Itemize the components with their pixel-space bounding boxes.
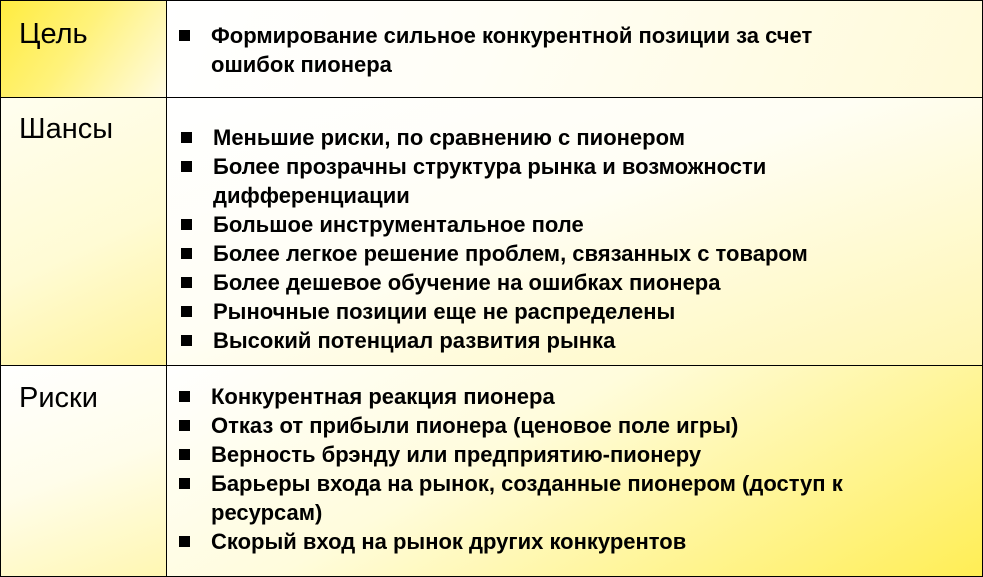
row-label-risks	[1, 366, 167, 576]
row-label-text: Цель	[19, 18, 88, 50]
chances-list	[169, 123, 869, 355]
list-item: Барьеры входа на рынок, созданные пионером (доступ к ресурсам)	[167, 469, 887, 527]
list-item: Рыночные позиции еще не распределены	[169, 297, 869, 326]
list-item: Верность брэнду или предприятию-пионеру	[167, 440, 887, 469]
goal-list	[167, 21, 867, 79]
list-item: Меньшие риски, по сравнению с пионером	[169, 123, 869, 152]
list-item: Более легкое решение проблем, связанных с товаром	[169, 239, 869, 268]
list-item: Большое инструментальное поле	[169, 210, 869, 239]
list-item: Конкурентная реакция пионера	[167, 382, 887, 411]
row-content-goal	[167, 1, 982, 98]
list-item: Высокий потенциал развития рынка	[169, 326, 869, 355]
list-item: Более дешевое обучение на ошибках пионера	[169, 268, 869, 297]
list-item: Более прозрачны структура рынка и возможности дифференциации	[169, 152, 869, 210]
row-content-chances	[167, 98, 982, 366]
row-label-text: Риски	[19, 382, 98, 414]
risks-list	[167, 382, 887, 556]
list-item: Отказ от прибыли пионера (ценовое поле игры)	[167, 411, 887, 440]
row-label-goal	[1, 1, 167, 98]
row-label-chances	[1, 98, 167, 366]
list-item: Формирование сильное конкурентной позиции за счет ошибок пионера	[167, 21, 867, 79]
row-label-text: Шансы	[19, 113, 114, 145]
list-item: Скорый вход на рынок других конкурентов	[167, 527, 887, 556]
row-content-risks	[167, 366, 982, 576]
